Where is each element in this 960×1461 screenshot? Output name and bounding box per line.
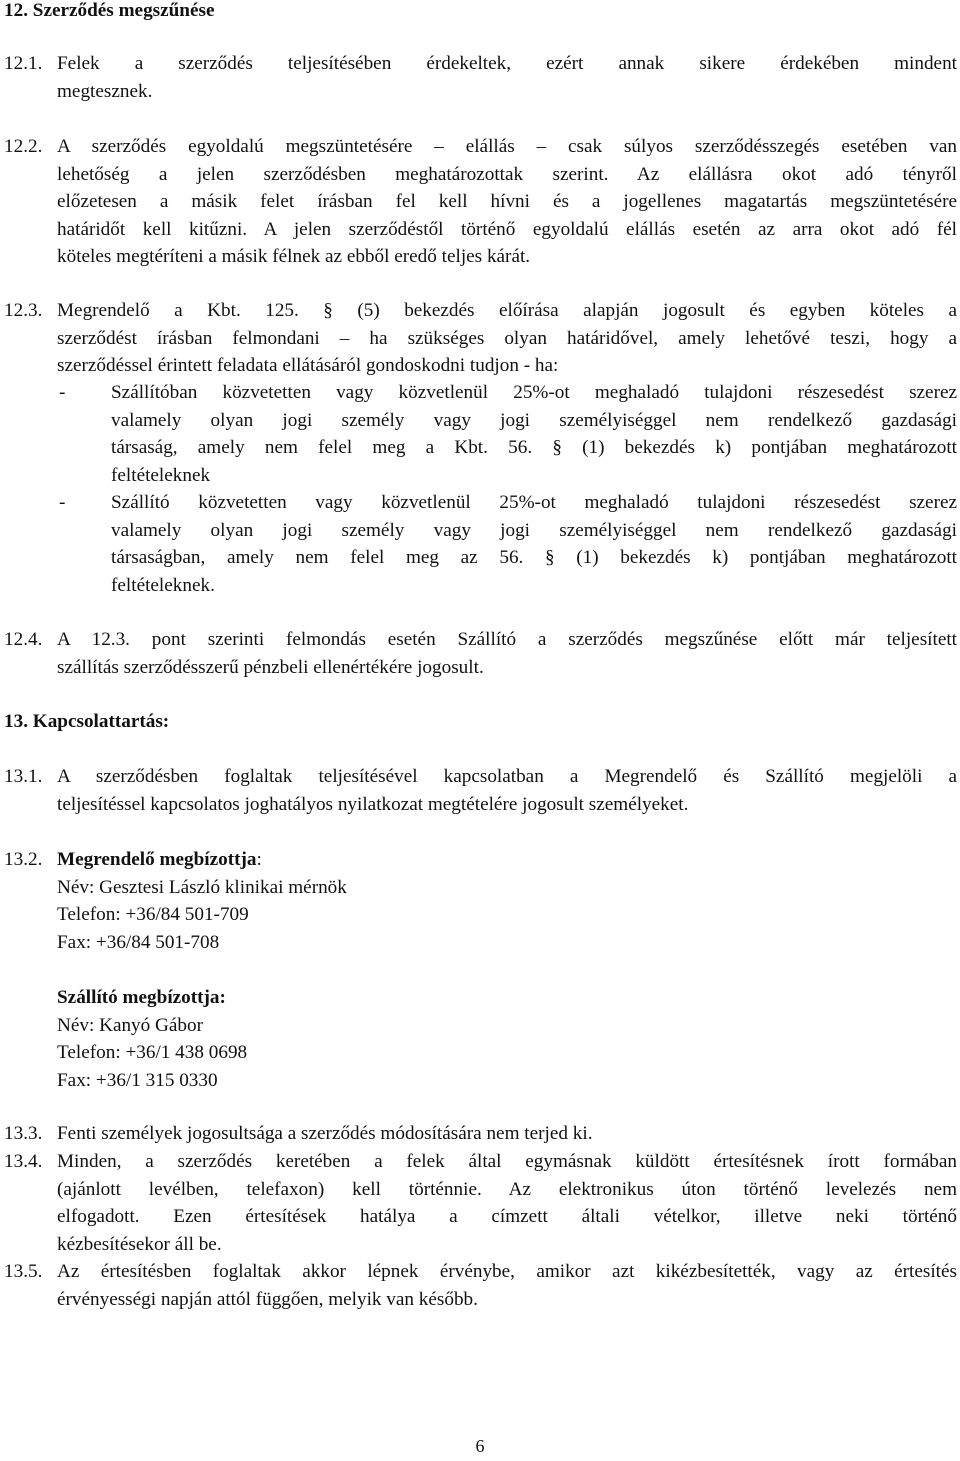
client-fax: Fax: +36/84 501-708 <box>57 931 220 953</box>
text-line: feltételeknek. <box>111 574 215 596</box>
bullet-dash: - <box>59 492 66 513</box>
clause-13-2-number: 13.2. <box>4 849 43 870</box>
clause-13-4-text <box>57 1148 957 1258</box>
text-line: A szerződés egyoldalú megszüntetésére – elállás – csak súlyos szerződésszegés esetében van <box>57 136 957 157</box>
supplier-fax: Fax: +36/1 315 0330 <box>57 1069 218 1091</box>
supplier-contact-heading: Szállító megbízottja: <box>57 987 226 1008</box>
text-line: Felek a szerződés teljesítésében érdekeltek, ezért annak sikere érdekében mindent <box>57 53 957 74</box>
text-line: Az értesítésben foglaltak akkor lépnek érvénybe, amikor azt kikézbesítették, vagy az értesítés <box>57 1261 957 1282</box>
text-line: érvényességi napján attól függően, melyik van később. <box>57 1288 478 1310</box>
text-line: határidőt kell kitűzni. A jelen szerződéstől történő egyoldalú elállás esetén az arra okot adó fél <box>57 218 957 240</box>
clause-12-3-number: 12.3. <box>4 300 43 321</box>
text-line: kézbesítésekor áll be. <box>57 1233 222 1255</box>
text-line: Szállító közvetetten vagy közvetlenül 25%-ot meghaladó tulajdoni részesedést szerez <box>111 492 957 513</box>
text-line: feltételeknek <box>111 464 211 486</box>
clause-13-3-text <box>57 1120 957 1148</box>
clause-12-2-number: 12.2. <box>4 136 43 157</box>
clause-12-4-text <box>57 626 957 681</box>
text-line: előzetesen a másik felet írásban fel kell hívni és a jogellenes magatartás megszüntetésére <box>57 191 957 212</box>
client-name: Név: Gesztesi László klinikai mérnök <box>57 876 347 898</box>
text-line: lehetőség a jelen szerződésben meghatározottak szerint. Az elállásra okot adó tényről <box>57 163 957 185</box>
heading-colon: : <box>256 849 262 870</box>
supplier-phone: Telefon: +36/1 438 0698 <box>57 1042 248 1063</box>
clause-13-1-number: 13.1. <box>4 766 43 787</box>
clause-12-1-text <box>57 50 957 105</box>
text-line: A szerződésben foglaltak teljesítésével kapcsolatban a Megrendelő és Szállító megjelöli a <box>57 766 957 787</box>
client-contact <box>57 846 957 956</box>
text-line: megtesznek. <box>57 80 153 102</box>
text-line: teljesítéssel kapcsolatos joghatályos nyilatkozat megtételére jogosult személyeket. <box>57 793 689 815</box>
clause-13-5-text <box>57 1258 957 1313</box>
clause-13-5-number: 13.5. <box>4 1261 43 1282</box>
text-line: szállítás szerződésszerű pénzbeli ellenértékére jogosult. <box>57 656 484 678</box>
text-line: Fenti személyek jogosultsága a szerződés módosítására nem terjed ki. <box>57 1123 593 1144</box>
text-line: valamely olyan jogi személy vagy jogi személyiséggel nem rendelkező gazdasági <box>111 409 957 431</box>
text-line: társaságban, amely nem felel meg az 56. § (1) bekezdés k) pontjában meghatározott <box>111 547 957 568</box>
text-line: társaság, amely nem felel meg a Kbt. 56. § (1) bekezdés k) pontjában meghatározott <box>111 437 957 458</box>
client-phone: Telefon: +36/84 501-709 <box>57 904 249 925</box>
clause-12-3-bullet-1 <box>111 379 957 489</box>
clause-12-1-number: 12.1. <box>4 53 43 74</box>
supplier-name: Név: Kanyó Gábor <box>57 1014 203 1036</box>
clause-12-4-number: 12.4. <box>4 629 43 650</box>
clause-12-3-text <box>57 297 957 380</box>
text-line: Megrendelő a Kbt. 125. § (5) bekezdés előírása alapján jogosult és egyben köteles a <box>57 300 957 321</box>
text-line: Minden, a szerződés keretében a felek által egymásnak küldött értesítésnek írott formában <box>57 1151 957 1172</box>
text-line: A 12.3. pont szerinti felmondás esetén Szállító a szerződés megszűnése előtt már teljesített <box>57 629 957 650</box>
clause-12-2-text <box>57 133 957 271</box>
bullet-dash: - <box>59 382 66 403</box>
page-number: 6 <box>475 1436 485 1456</box>
text-line: (ajánlott levélben, telefaxon) kell történnie. Az elektronikus úton történő levelezés nem <box>57 1178 957 1200</box>
client-contact-heading <box>57 846 957 874</box>
clause-13-3-number: 13.3. <box>4 1123 43 1144</box>
section-13-heading: 13. Kapcsolattartás: <box>4 711 170 732</box>
text-line: szerződést írásban felmondani – ha szükséges olyan határidővel, amely lehetővé teszi, hogy a <box>57 327 957 349</box>
supplier-contact <box>57 984 957 1094</box>
clause-13-4-number: 13.4. <box>4 1151 43 1172</box>
text-line: szerződéssel érintett feladata ellátásáról gondoskodni tudjon - ha: <box>57 355 559 376</box>
text-line: elfogadott. Ezen értesítések hatálya a címzett általi vételkor, illetve neki történő <box>57 1206 957 1227</box>
text-line: köteles megtéríteni a másik félnek az ebből eredő teljes kárát. <box>57 246 531 267</box>
text-line: Szállítóban közvetetten vagy közvetlenül 25%-ot meghaladó tulajdoni részesedést szerez <box>111 382 957 403</box>
text-line: valamely olyan jogi személy vagy jogi személyiséggel nem rendelkező gazdasági <box>111 519 957 541</box>
section-12-heading: 12. Szerződés megszűnése <box>4 0 215 21</box>
clause-12-3-bullet-2 <box>111 489 957 599</box>
client-contact-title: Megrendelő megbízottja <box>57 849 257 870</box>
clause-13-1-text <box>57 763 957 818</box>
